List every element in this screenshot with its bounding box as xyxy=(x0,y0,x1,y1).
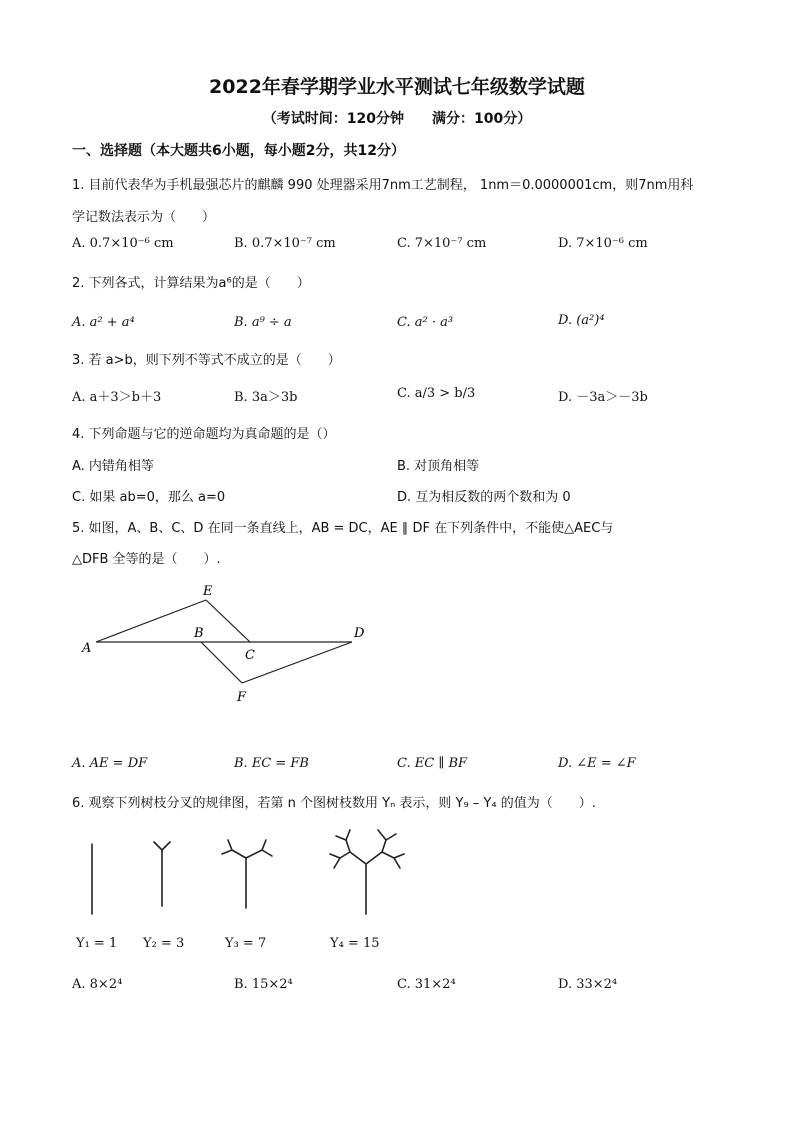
q2-option-c[interactable]: C. a² · a³ xyxy=(397,315,454,330)
q3-option-a[interactable]: A. a＋3＞b＋3 xyxy=(72,390,162,405)
q5-option-a[interactable]: A. AE = DF xyxy=(72,756,148,771)
section-heading: 一、选择题（本大题共6小题，每小题2分，共12分） xyxy=(72,143,405,159)
tree-4-label: Y₄ = 15 xyxy=(330,936,380,951)
q1-option-d[interactable]: D. 7×10⁻⁶ cm xyxy=(558,236,648,251)
tree-1-label: Y₁ = 1 xyxy=(76,936,118,951)
segment-ec xyxy=(206,600,250,642)
q2-option-d[interactable]: D. (a²)⁴ xyxy=(558,313,605,328)
q4-stem: 4. 下列命题与它的逆命题均为真命题的是（） xyxy=(72,427,336,442)
tree-3 xyxy=(222,840,272,908)
segment-fd xyxy=(242,642,352,683)
q5-option-c[interactable]: C. EC ∥ BF xyxy=(397,756,468,771)
q4-option-b[interactable]: B. 对顶角相等 xyxy=(397,459,480,474)
tree-4 xyxy=(330,830,404,914)
q6-option-b[interactable]: B. 15×2⁴ xyxy=(234,977,293,992)
q1-option-b[interactable]: B. 0.7×10⁻⁷ cm xyxy=(234,236,336,251)
q3-stem: 3. 若 a>b，则下列不等式不成立的是（ ） xyxy=(72,353,341,368)
q3-option-d[interactable]: D. －3a＞－3b xyxy=(558,390,648,405)
q5-option-b[interactable]: B. EC = FB xyxy=(234,756,309,771)
q6-option-d[interactable]: D. 33×2⁴ xyxy=(558,977,618,992)
q4-option-d[interactable]: D. 互为相反数的两个数和为 0 xyxy=(397,490,571,505)
point-label-f: F xyxy=(237,690,247,705)
q1-option-c[interactable]: C. 7×10⁻⁷ cm xyxy=(397,236,487,251)
q1-option-a[interactable]: A. 0.7×10⁻⁶ cm xyxy=(72,236,174,251)
q4-option-c[interactable]: C. 如果 ab=0，那么 a=0 xyxy=(72,490,226,505)
q4-option-a[interactable]: A. 内错角相等 xyxy=(72,459,154,474)
q2-stem: 2. 下列各式，计算结果为a⁶的是（ ） xyxy=(72,276,310,291)
segment-ae xyxy=(96,600,206,642)
q2-option-a[interactable]: A. a² + a⁴ xyxy=(72,315,135,330)
q5-option-d[interactable]: D. ∠E = ∠F xyxy=(558,756,636,771)
q6-option-c[interactable]: C. 31×2⁴ xyxy=(397,977,456,992)
exam-info: （考试时间：120分钟 满分：100分） xyxy=(262,111,532,127)
q6-option-a[interactable]: A. 8×2⁴ xyxy=(72,977,123,992)
tree-3-label: Y₃ = 7 xyxy=(225,936,267,951)
point-label-b: B xyxy=(194,626,204,641)
q2-option-b[interactable]: B. a⁹ ÷ a xyxy=(234,315,292,330)
q1-line1: 1. 目前代表华为手机最强芯片的麒麟 990 处理器采用7nm工艺制程， 1nm＝0.0000001cm，则7nm用科 xyxy=(72,178,694,193)
q6-stem: 6. 观察下列树枝分叉的规律图，若第 n 个图树枝数用 Yₙ 表示，则 Y₉ – Y₄ 的值为（ ）. xyxy=(72,796,596,811)
q3-option-b[interactable]: B. 3a＞3b xyxy=(234,390,298,405)
point-label-e: E xyxy=(203,584,213,599)
tree-2 xyxy=(154,842,170,906)
tree-2-label: Y₂ = 3 xyxy=(143,936,185,951)
point-label-c: C xyxy=(245,648,255,663)
q1-line2: 学记数法表示为（ ） xyxy=(72,210,216,225)
segment-bf xyxy=(201,642,242,683)
q5-line1: 5. 如图，A、B、C、D 在同一条直线上，AB = DC，AE ∥ DF 在下列条件中，不能使△AEC与 xyxy=(72,521,614,536)
point-label-a: A xyxy=(82,641,92,656)
point-label-d: D xyxy=(354,626,365,641)
q5-geometry-figure xyxy=(70,575,390,715)
q6-tree-figures xyxy=(70,822,430,922)
q3-option-c[interactable]: C. a/3 > b/3 xyxy=(397,386,476,401)
page-title: 2022年春学期学业水平测试七年级数学试题 xyxy=(209,76,585,98)
q5-line2: △DFB 全等的是（ ）. xyxy=(72,552,221,567)
